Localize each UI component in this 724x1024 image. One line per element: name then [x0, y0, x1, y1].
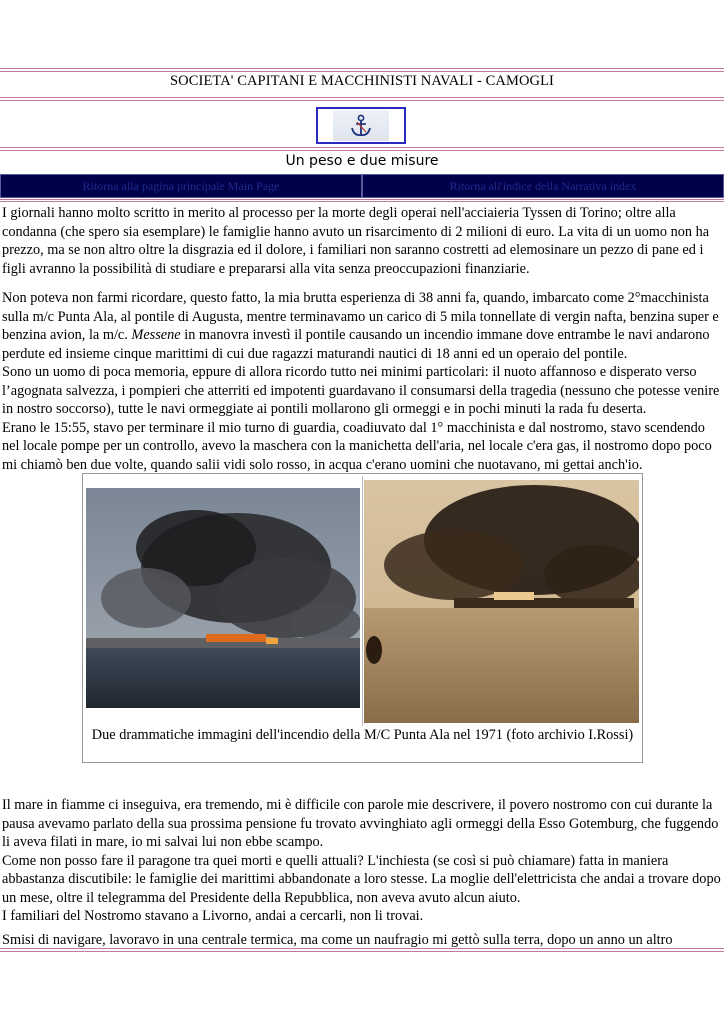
page-title: Un peso e due misure	[285, 153, 439, 169]
narrative-index-link[interactable]: Ritorna all'indice della Narrativa index	[362, 174, 724, 198]
title-divider	[0, 97, 724, 101]
nav-divider	[0, 199, 724, 202]
photo-divider	[362, 476, 363, 726]
article-paragraph-4: Smisi di navigare, lavoravo in una centrale termica, ma come un naufragio mi gettò sulla terra, dopo un anno un altro	[2, 932, 673, 948]
p3-text-b: Come non posso fare il paragone tra quei morti e quelli attuali? L'inchiesta (se così si può chiamare) fatta in maniera abbastanza discutibile: le famiglie dei marittimi abbandonate a loro stesse. La moglie dell'elettricista che andai a trovare dopo un mese, oltre il telegramma del Presidente della Repubblica, non aveva avuto alcun aiuto.	[2, 852, 721, 906]
ship-name: Messene	[131, 327, 181, 343]
p2-text-d: Erano le 15:55, stavo per terminare il mio turno di guardia, coadiuvato dal 1° macchinista e dal nostromo, stavo scendendo nel locale pompe per un controllo, avevo la maschera con la manichetta dell'aria, nel locale c'era gas, il nostromo dopo poco mi chiamò ben due volte, quando salii vidi solo rosso, in acqua c'erano uomini che nuotavano, mi gettai anch'io.	[2, 419, 712, 473]
photo-caption: Due drammatiche immagini dell'incendio della M/C Punta Ala nel 1971 (foto archivio I.Rossi)	[91, 727, 634, 743]
logo-image	[333, 110, 389, 141]
fire-photo-right	[364, 480, 639, 723]
photo-table	[82, 473, 643, 763]
top-divider	[0, 68, 724, 72]
p2-text-a: Non poteva non farmi ricordare, questo fatto, la mia brutta esperienza di 38 anni fa, quando, imbarcato come 2°macchinista sulla m/c Punta Ala, al pontile di Augusta, mentre terminavamo un carico di 5 mila tonnellate di vergin nafta, benzina super e benzina avion, la m/c.	[2, 290, 719, 343]
fire-photo-left	[86, 488, 360, 708]
article-paragraph-1: I giornali hanno molto scritto in merito al processo per la morte degli operai nell'acciaieria Tyssen di Torino; oltre alla condanna (che spero sia esemplare) le famiglie hanno avuto un risarcimento di 2 milioni di euro. La vita di un uomo non ha prezzo, ma se non altro oltre la disgrazia ed il dolore, i familiari non saranno costretti ad elemosinare un pezzo di pane ed i figli avranno la possibilità di studiare e prepararsi alla vita senza preoccupazioni finanziarie.	[2, 205, 710, 277]
p2-text-b: in manovra investì il pontile causando un incendio immane dove entrambe le navi andarono perdute ed insieme cinque marittimi di cui due ragazzi maturandi nautici di 18 anni ed un operaio del pontile.	[2, 327, 710, 362]
p3-text-a: Il mare in fiamme ci inseguiva, era tremendo, mi è difficile con parole mie descrivere, il povero nostromo con cui durante la pausa avevamo parlato della sua prossima pensione fu trovato avvinghiato agli ormeggi della Esso Gotemburg, che fuggendo li aveva filati in mare, io mi salvai lui non ebbe scampo.	[2, 797, 719, 850]
p2-text-c: Sono un uomo di poca memoria, eppure di allora ricordo tutto nei minimi particolari: il nuoto affannoso e disperato verso l’agognata salvezza, i pompieri che atterriti ed impotenti guardavano il consumarsi della tragedia (nessuno che potesse venire in nostro soccorso), tutte le navi ormeggiate ai pontili mollarono gli ormeggi e in pochi minuti la rada fu deserta.	[2, 364, 720, 417]
article-paragraph-2	[2, 289, 722, 474]
anchor-icon	[348, 113, 374, 139]
site-title: SOCIETA' CAPITANI E MACCHINISTI NAVALI - CAMOGLI	[170, 73, 554, 89]
nav-bar	[0, 174, 724, 198]
bottom-divider	[0, 948, 724, 952]
logo-divider	[0, 147, 724, 151]
main-page-link[interactable]: Ritorna alla pagina principale Main Page	[0, 174, 362, 198]
article-paragraph-3	[2, 796, 722, 926]
p3-text-c: I familiari del Nostromo stavano a Livorno, andai a cercarli, non li trovai.	[2, 908, 424, 924]
logo-link[interactable]	[316, 107, 406, 144]
